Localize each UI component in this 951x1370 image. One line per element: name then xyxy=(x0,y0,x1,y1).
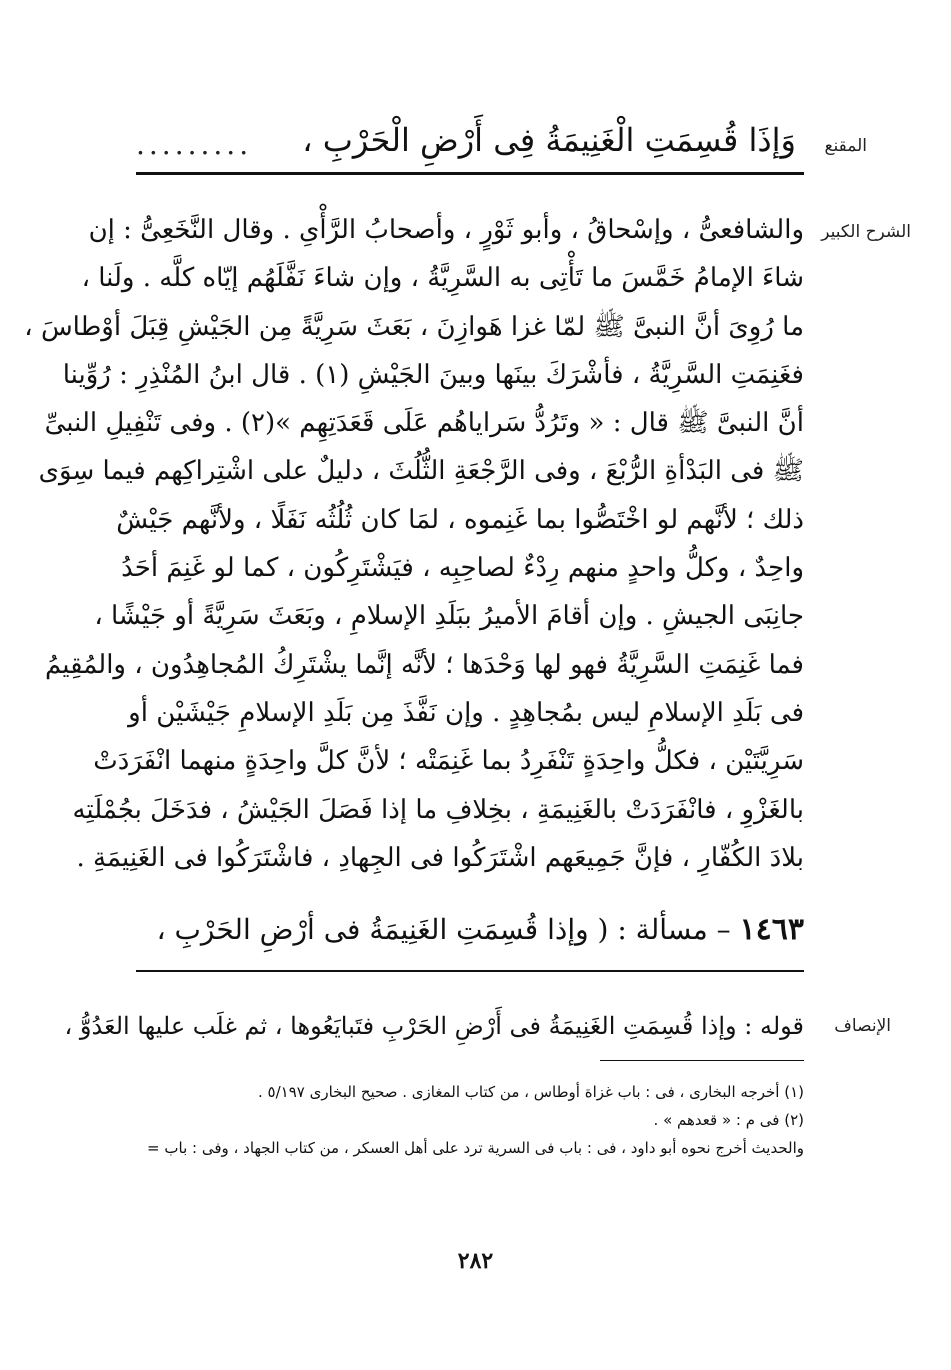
masala-text: – مسألة : ( وإذا قُسِمَتِ الغَنِيمَةُ فى أرْضِ الحَرْبِ ، xyxy=(156,913,731,946)
sharh-line: فما غَنِمَتِ السَّرِيَّةُ فهو لها وَحْدَها ؛ لأنَّه إنَّما يشْتَرِكُ المُجاهِدُون ، والمُقِيمُ xyxy=(44,649,804,680)
sharh-line: واحِدٌ ، وكلُّ واحدٍ منهم رِدْءٌ لصاحِبِه ، فيَشْتَرِكُون ، كما لو غَنِمَ أحَدُ xyxy=(121,553,804,584)
masala-line xyxy=(134,908,804,952)
insaf-text: قوله : وإذا قُسِمَتِ الغَنِيمَةُ فى أَرْضِ الحَرْبِ فتَبايَعُوها ، ثم غلَب عليها العَدُوُّ ، xyxy=(64,1012,804,1040)
footnote-divider xyxy=(600,1060,804,1061)
sharh-line: جانِبَى الجيشِ . وإن أقامَ الأميرُ ببَلَدِ الإسلامِ ، وبَعَثَ سَرِيَّةً أو جَيْشًا ، xyxy=(94,601,804,632)
sharh-line: ما رُوِىَ أنَّ النبىَّ ﷺ لمّا غزا هَوازِنَ ، بَعَثَ سَرِيَّةً مِن الجَيْشِ قِبَلَ أوْطاسَ ، xyxy=(24,311,804,342)
sharh-kabir-label: الشرح الكبير xyxy=(821,222,911,242)
sharh-line: ذلك ؛ لأنَّهم لو اخْتَصُّوا بما غَنِموه ، لمَا كان ثُلُثُه نَفَلًا ، ولأنَّهم جَيْشٌ xyxy=(116,504,804,535)
sharh-body xyxy=(24,206,804,882)
sharh-line: سَرِيَّتَيْن ، فكلُّ واحِدَةٍ تَنْفَرِدُ بما غَنِمَتْه ؛ لأنَّ كلَّ واحِدَةٍ منهما انْفَرَدَتْ xyxy=(93,746,804,777)
header-heading: وَإذَا قُسِمَتِ الْغَنِيمَةُ فِى أَرْضِ الْحَرْبِ ، xyxy=(302,121,796,159)
sharh-line: ﷺ فى البَدْأةِ الرُّبْعَ ، وفى الرَّجْعَةِ الثُّلُثَ ، دليلٌ على اشْتِراكِهم فيما سِوَى xyxy=(38,456,804,487)
muqni-label: المقنع xyxy=(824,136,867,156)
footnotes xyxy=(134,1078,804,1162)
sharh-line: والشافعىُّ ، وإسْحاقُ ، وأبو ثَوْرٍ ، وأصحابُ الرَّأْىِ . وقال النَّخَعِىُّ : إن xyxy=(88,215,804,245)
sharh-line: فغَنِمَتِ السَّرِيَّةُ ، فأشْرَكَ بينَها وبينَ الجَيْشِ (١) . قال ابنُ المُنْذِرِ : رُوِّينا xyxy=(62,359,804,390)
sharh-line: فى بَلَدِ الإسلامِ ليس بمُجاهِدٍ . وإن نَفَّذَ مِن بَلَدِ الإسلامِ جَيْشَيْن أو xyxy=(128,697,804,728)
header-divider xyxy=(136,172,804,175)
sharh-line: بالغَزْوِ ، فانْفَرَدَتْ بالغَنِيمَةِ ، بخِلافِ ما إذا فَصَلَ الجَيْشُ ، فدَخَلَ بجُمْلَتِه xyxy=(72,794,804,825)
sharh-line: شاءَ الإمامُ خَمَّسَ ما تَأْتِى به السَّرِيَّةُ ، وإن شاءَ نَفَّلَهُم إيّاه كلَّه . ولَنا ، xyxy=(81,263,804,294)
footnote: (٢) فى م : « قعدهم » . xyxy=(653,1111,804,1129)
header-dots: ......... xyxy=(136,128,253,161)
footnote: (١) أخرجه البخارى ، فى : باب غزاة أوطاس ، من كتاب المغازى . صحيح البخارى ٥/١٩٧ . xyxy=(258,1083,804,1101)
footnote: والحديث أخرج نحوه أبو داود ، فى : باب فى السرية ترد على أهل العسكر ، من كتاب الجهاد ، وفى : باب = xyxy=(147,1139,804,1157)
section-divider xyxy=(136,970,804,972)
sharh-line: أنَّ النبىَّ ﷺ قال : « وتَرُدُّ سَراياهُم عَلَى قَعَدَتِهِم »(٢) . وفى تَنْفِيلِ النبىِّ xyxy=(44,408,804,439)
sharh-line: بلادَ الكُفّارِ ، فإنَّ جَمِيعَهم اشْتَرَكُوا فى الجِهادِ ، فاشْتَرَكُوا فى الغَنِيمَةِ . xyxy=(76,842,804,873)
page-number: ٢٨٢ xyxy=(457,1248,494,1274)
masala-number: ١٤٦٣ xyxy=(739,912,804,947)
insaf-label: الإنصاف xyxy=(834,1016,891,1036)
